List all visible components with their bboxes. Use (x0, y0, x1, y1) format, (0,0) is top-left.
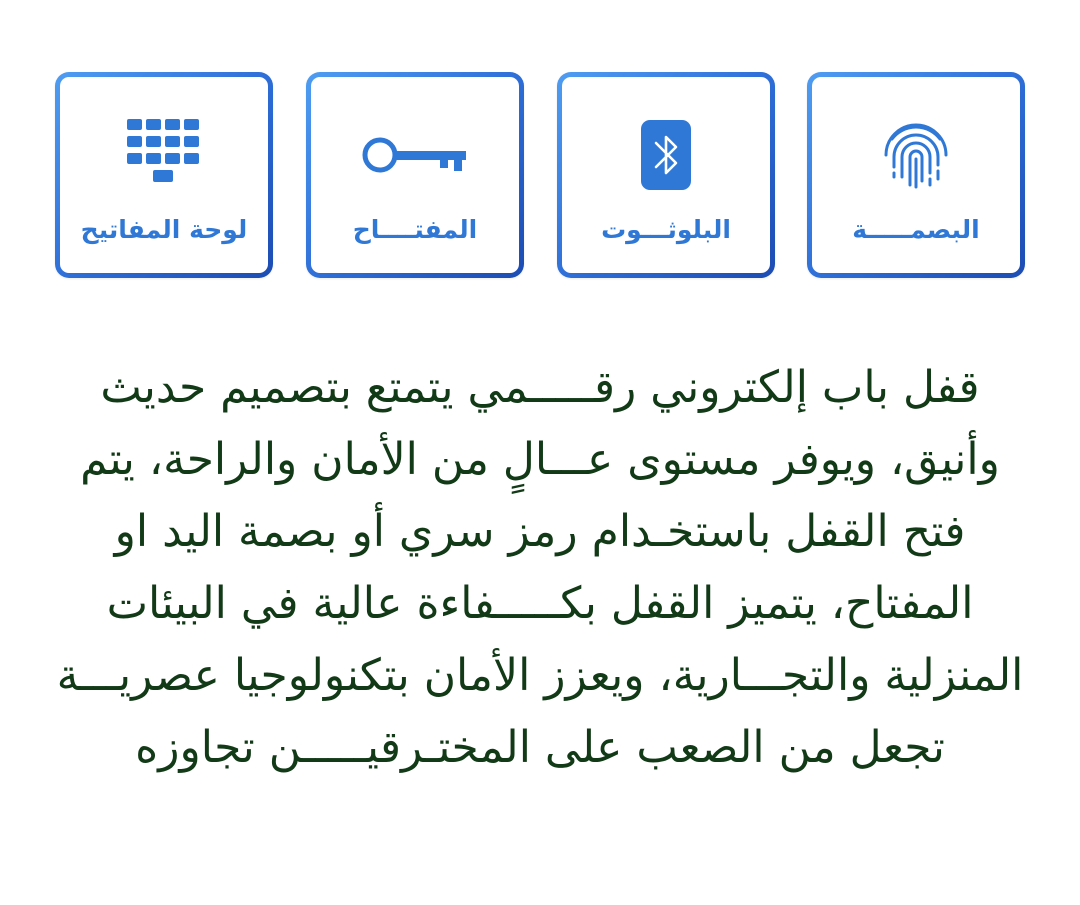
feature-cards (0, 72, 1080, 278)
fingerprint-icon (812, 115, 1020, 195)
feature-card-body (562, 77, 770, 273)
feature-card-body (812, 77, 1020, 273)
product-description: قفل باب إلكتروني رقـــــمي يتمتع بتصميم حديث وأنيق، ويوفر مستوى عـــالٍ من الأمان والراحة، يتم فتح القفل باستخـدام رمز سري أو بصمة اليد او المفتاح، يتميز القفل بكـــــفاءة عالية في البيئات المنزلية والتجـــارية، ويعزز الأمان بتكنولوجيا عصريـــة تجعل من الصعب على المختـرقيـــــن تجاوزه (56, 362, 1024, 773)
keypad-icon (60, 115, 268, 195)
feature-label: البلوثـــوت (601, 215, 731, 244)
feature-card-fingerprint (807, 72, 1025, 278)
feature-label: البصمـــــة (852, 215, 980, 244)
feature-card-key (306, 72, 524, 278)
bluetooth-icon (562, 115, 770, 195)
feature-card-body (60, 77, 268, 273)
feature-card-body (311, 77, 519, 273)
feature-label: لوحة المفاتيح (80, 215, 248, 244)
feature-card-keypad (55, 72, 273, 278)
key-icon (311, 115, 519, 195)
feature-card-bluetooth (557, 72, 775, 278)
feature-label: المفتــــاح (352, 215, 478, 244)
